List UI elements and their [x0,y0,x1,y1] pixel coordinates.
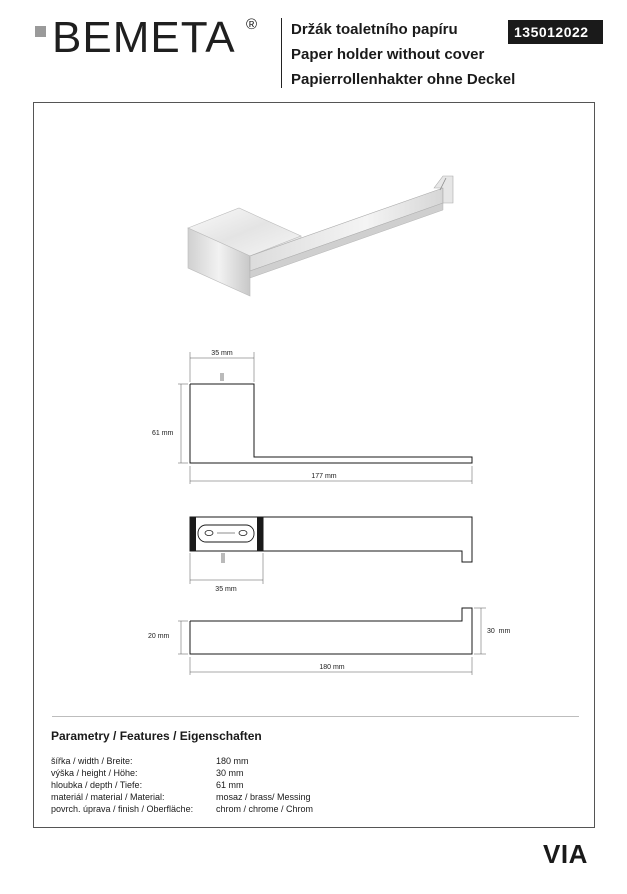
dim-top-width: 35 mm [215,586,237,593]
top-dimension-lines [190,553,263,584]
spec-value: mosaz / brass/ Messing [216,792,311,802]
spec-row [51,779,351,791]
spec-row [51,767,351,779]
brand-logo: BEMETA [52,13,236,62]
spec-row [51,755,351,767]
spec-label: výška / height / Höhe: [51,768,138,778]
dim-side-left-height: 20 mm [148,633,170,640]
top-view-dark-edges [190,517,263,551]
front-view [190,373,472,463]
product-code-badge: 135012022 [508,20,603,44]
dim-front-length: 177 mm [311,473,337,480]
dim-front-height: 61 mm [152,430,174,437]
spec-label: materiál / material / Material: [51,792,165,802]
spec-label: hloubka / depth / Tiefe: [51,780,143,790]
spec-value: 180 mm [216,756,249,766]
registered-mark: ® [246,16,258,33]
dim-front-top-width: 35 mm [211,350,233,357]
spec-row [51,791,351,803]
product-render [188,176,453,296]
features-divider [52,716,579,717]
product-title-en: Paper holder without cover [291,46,485,63]
series-name: VIA [543,839,588,869]
spec-value: chrom / chrome / Chrom [216,804,314,814]
dim-side-right-height: 30 mm [487,628,511,635]
spec-label: povrch. úprava / finish / Oberfläche: [51,804,194,814]
product-title-cs: Držák toaletního papíru [291,21,458,38]
spec-row [51,803,351,815]
dim-side-length: 180 mm [319,664,345,671]
spec-value: 30 mm [216,768,244,778]
top-view [190,517,472,563]
spec-value: 61 mm [216,780,244,790]
spec-label: šířka / width / Breite: [51,756,133,766]
product-title-de: Papierrollenhakter ohne Deckel [291,71,516,88]
features-title: Parametry / Features / Eigenschaften [51,729,262,743]
front-dimension-lines [178,352,472,484]
side-view [190,608,472,654]
